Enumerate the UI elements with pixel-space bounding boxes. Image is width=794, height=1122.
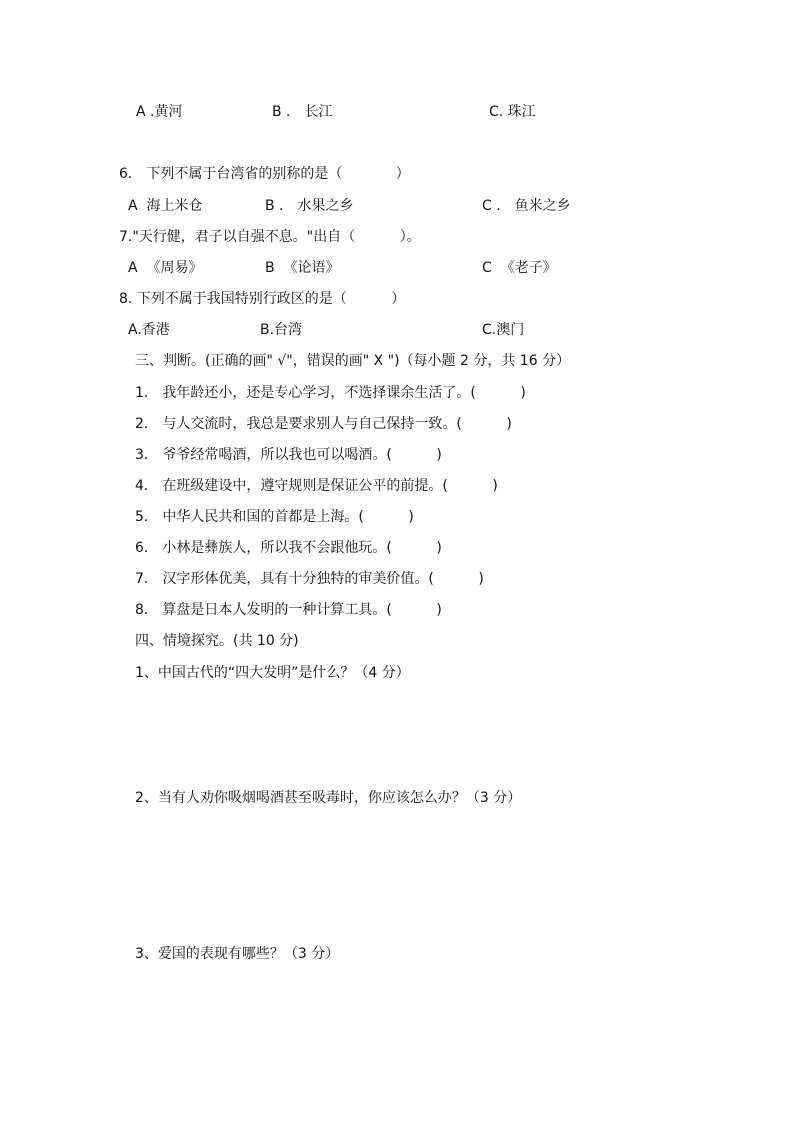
judgement-item: 5． 中华人民共和国的首都是上海。( )	[135, 509, 414, 525]
section4-heading: 四、情境探究。(共 10 分)	[135, 633, 299, 649]
judgement-item: 4． 在班级建设中，遵守规则是保证公平的前提。( )	[135, 478, 498, 494]
judgement-item: 8． 算盘是日本人发明的一种计算工具。( )	[135, 602, 442, 618]
judgement-item: 1． 我年龄还小，还是专心学习，不选择课余生活了。( )	[135, 385, 526, 401]
q8-option-b: B.台湾	[260, 322, 303, 338]
q7-option-b: B 《论语》	[265, 260, 340, 276]
q7-option-a: A 《周易》	[128, 260, 203, 276]
q8-option-a: A.香港	[128, 322, 170, 338]
q5-option-b: B ． 长江	[272, 104, 333, 120]
judgement-item: 6． 小林是彝族人，所以我不会跟他玩。( )	[135, 540, 442, 556]
q8-option-c: C.澳门	[482, 322, 525, 338]
q6-option-a: A 海上米仓	[128, 198, 203, 214]
scenario-question: 2、当有人劝你吸烟喝酒甚至吸毒时，你应该怎么办？（3 分）	[135, 790, 522, 806]
judgement-item: 2． 与人交流时，我总是要求别人与自己保持一致。( )	[135, 416, 512, 432]
q6-stem: 6． 下列不属于台湾省的别称的是（ ）	[119, 166, 410, 182]
judgement-item: 3． 爷爷经常喝酒，所以我也可以喝酒。( )	[135, 447, 442, 463]
section3-heading: 三、判断。(正确的画" √"，错误的画" X ")（每小题 2 分，共 16 分）	[135, 353, 571, 369]
q5-option-c: C. 珠江	[489, 104, 536, 120]
q5-option-a: A .黄河	[136, 104, 183, 120]
scenario-question: 3、爱国的表现有哪些？（3 分）	[135, 946, 340, 962]
q7-stem: 7."天行健，君子以自强不息。"出自（ ）。	[119, 229, 421, 245]
judgement-item: 7． 汉字形体优美，具有十分独特的审美价值。( )	[135, 571, 484, 587]
q7-option-c: C 《老子》	[482, 260, 557, 276]
q6-option-c: C ． 鱼米之乡	[482, 198, 571, 214]
scenario-question: 1、中国古代的“四大发明”是什么？（4 分）	[135, 665, 410, 681]
q8-stem: 8. 下列不属于我国特别行政区的是（ ）	[119, 291, 406, 307]
q6-option-b: B ． 水果之乡	[265, 198, 354, 214]
